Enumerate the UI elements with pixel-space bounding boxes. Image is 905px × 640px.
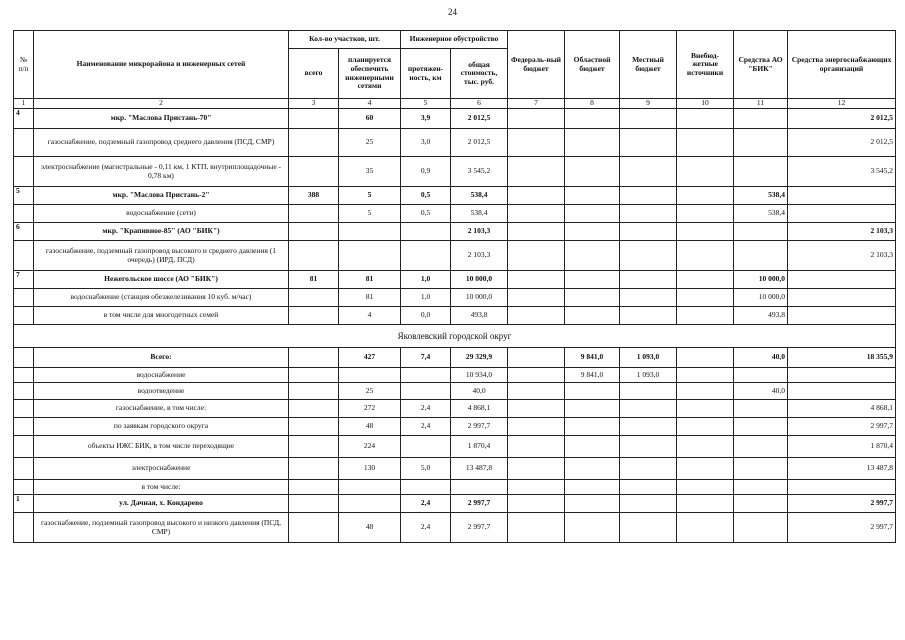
cell-planned: 224	[339, 436, 401, 458]
cell-name: объекты ИЖС БИК, в том числе переходящие	[34, 436, 289, 458]
cell-name: мкр. "Маслова Пристань-70"	[34, 109, 289, 129]
column-index-cell: 9	[620, 99, 677, 109]
cell-bik: 538,4	[734, 205, 788, 223]
cell-planned: 25	[339, 383, 401, 400]
table-row	[14, 418, 896, 436]
cell-local	[620, 458, 677, 480]
cell-num: 5	[14, 187, 34, 205]
cell-local: 1 093,0	[620, 348, 677, 368]
cell-num	[14, 368, 34, 383]
cell-length	[401, 241, 451, 271]
cell-planned: 4	[339, 307, 401, 325]
cell-planned: 81	[339, 289, 401, 307]
cell-num: 4	[14, 109, 34, 129]
cell-local: 1 093,0	[620, 368, 677, 383]
table-row	[14, 400, 896, 418]
cell-length: 2,4	[401, 495, 451, 513]
cell-num	[14, 348, 34, 368]
cell-planned: 5	[339, 205, 401, 223]
header-extra: Внебюд-жетные источники	[677, 31, 734, 99]
cell-length: 2,4	[401, 418, 451, 436]
cell-energy	[788, 271, 896, 289]
cell-federal	[508, 400, 565, 418]
cell-length: 3,9	[401, 109, 451, 129]
cell-total	[289, 418, 339, 436]
cell-total	[289, 383, 339, 400]
cell-federal	[508, 480, 565, 495]
cell-name: электроснабжение	[34, 458, 289, 480]
cell-name: Нежегольское шоссе (АО "БИК")	[34, 271, 289, 289]
cell-bik: 538,4	[734, 187, 788, 205]
cell-regional	[565, 187, 620, 205]
cell-cost: 2 012,5	[451, 109, 508, 129]
cell-length	[401, 436, 451, 458]
cell-name: водоснабжение	[34, 368, 289, 383]
cell-bik: 40,0	[734, 348, 788, 368]
cell-cost: 4 868,1	[451, 400, 508, 418]
cell-length	[401, 383, 451, 400]
table-row	[14, 187, 896, 205]
column-index-row	[14, 99, 896, 109]
cell-regional	[565, 307, 620, 325]
cell-regional	[565, 436, 620, 458]
cell-local	[620, 205, 677, 223]
column-index-cell: 10	[677, 99, 734, 109]
cell-total: 81	[289, 271, 339, 289]
cell-name: электроснабжение (магистральные - 0,11 км, 1 КТП, внутриплощадочные - 0,78 км)	[34, 157, 289, 187]
cell-energy	[788, 307, 896, 325]
cell-cost: 3 545,2	[451, 157, 508, 187]
cell-energy: 2 103,3	[788, 223, 896, 241]
cell-regional	[565, 271, 620, 289]
cell-federal	[508, 368, 565, 383]
cell-bik	[734, 157, 788, 187]
column-index-cell: 8	[565, 99, 620, 109]
cell-total	[289, 400, 339, 418]
cell-cost: 538,4	[451, 187, 508, 205]
cell-total	[289, 480, 339, 495]
cell-energy: 1 870,4	[788, 436, 896, 458]
cell-total	[289, 348, 339, 368]
column-index-cell: 2	[34, 99, 289, 109]
cell-cost: 10 934,0	[451, 368, 508, 383]
cell-federal	[508, 187, 565, 205]
cell-num	[14, 436, 34, 458]
cell-extra	[677, 495, 734, 513]
cell-local	[620, 495, 677, 513]
cell-regional	[565, 418, 620, 436]
table-row	[14, 480, 896, 495]
cell-energy	[788, 205, 896, 223]
column-index-cell: 5	[401, 99, 451, 109]
column-index-cell: 7	[508, 99, 565, 109]
cell-cost: 2 012,5	[451, 129, 508, 157]
cell-name: водоотведение	[34, 383, 289, 400]
cell-total	[289, 241, 339, 271]
cell-extra	[677, 458, 734, 480]
header-regional: Областной бюджет	[565, 31, 620, 99]
cell-local	[620, 187, 677, 205]
cell-local	[620, 157, 677, 187]
cell-local	[620, 289, 677, 307]
cell-bik	[734, 458, 788, 480]
cell-planned: 60	[339, 109, 401, 129]
cell-bik: 10 000,0	[734, 271, 788, 289]
cell-num	[14, 513, 34, 543]
cell-bik	[734, 480, 788, 495]
cell-energy: 2 997,7	[788, 495, 896, 513]
cell-energy: 2 012,5	[788, 109, 896, 129]
cell-name: водоснабжение (сети)	[34, 205, 289, 223]
cell-federal	[508, 458, 565, 480]
table-row	[14, 513, 896, 543]
cell-bik	[734, 109, 788, 129]
cell-total	[289, 436, 339, 458]
cell-local	[620, 241, 677, 271]
cell-planned: 427	[339, 348, 401, 368]
column-index-cell: 6	[451, 99, 508, 109]
column-index-cell: 11	[734, 99, 788, 109]
cell-name: водоснабжение (станция обезжелезивания 10 куб. м/час)	[34, 289, 289, 307]
cell-bik: 10 000,0	[734, 289, 788, 307]
table-row	[14, 129, 896, 157]
cell-federal	[508, 109, 565, 129]
cell-regional	[565, 480, 620, 495]
cell-federal	[508, 418, 565, 436]
cell-local	[620, 109, 677, 129]
cell-name: в том числе:	[34, 480, 289, 495]
cell-energy: 18 355,9	[788, 348, 896, 368]
header-plots-planned: планируется обеспечить инженерными сетями	[339, 49, 401, 99]
cell-federal	[508, 289, 565, 307]
cell-cost: 10 000,0	[451, 289, 508, 307]
cell-total	[289, 307, 339, 325]
cell-regional	[565, 223, 620, 241]
cell-extra	[677, 513, 734, 543]
cell-bik: 40,0	[734, 383, 788, 400]
header-bik: Средства АО "БИК"	[734, 31, 788, 99]
cell-name: газоснабжение, подземный газопровод высокого и низкого давления (ПСД, СМР)	[34, 513, 289, 543]
cell-total	[289, 495, 339, 513]
cell-length: 1,0	[401, 289, 451, 307]
cell-length: 5,0	[401, 458, 451, 480]
cell-local	[620, 418, 677, 436]
cell-cost: 1 870,4	[451, 436, 508, 458]
cell-federal	[508, 383, 565, 400]
cell-num	[14, 383, 34, 400]
cell-name: мкр. "Маслова Пристань-2"	[34, 187, 289, 205]
column-index-cell: 4	[339, 99, 401, 109]
cell-length: 0,5	[401, 187, 451, 205]
cell-planned: 5	[339, 187, 401, 205]
cell-extra	[677, 480, 734, 495]
cell-total	[289, 368, 339, 383]
cell-energy: 2 012,5	[788, 129, 896, 157]
cell-federal	[508, 157, 565, 187]
table-row	[14, 241, 896, 271]
header-name: Наименование микрорайона и инженерных сетей	[34, 31, 289, 99]
cell-num	[14, 307, 34, 325]
table-row	[14, 495, 896, 513]
table-row	[14, 289, 896, 307]
cell-cost: 13 487,8	[451, 458, 508, 480]
cell-extra	[677, 383, 734, 400]
header-engineering-group: Инженерное обустройство	[401, 31, 508, 49]
cell-name: по заявкам городского округа	[34, 418, 289, 436]
cell-energy: 2 997,7	[788, 513, 896, 543]
header-plots-group: Кол-во участков, шт.	[289, 31, 401, 49]
table-row	[14, 109, 896, 129]
cell-energy	[788, 187, 896, 205]
cell-energy: 4 868,1	[788, 400, 896, 418]
cell-planned: 48	[339, 418, 401, 436]
cell-bik	[734, 223, 788, 241]
header-length: протяжен-ность, км	[401, 49, 451, 99]
cell-regional	[565, 205, 620, 223]
cell-planned: 48	[339, 513, 401, 543]
cell-extra	[677, 223, 734, 241]
cell-local	[620, 436, 677, 458]
cell-energy: 13 487,8	[788, 458, 896, 480]
cell-num	[14, 458, 34, 480]
cell-cost: 40,0	[451, 383, 508, 400]
cell-length: 2,4	[401, 513, 451, 543]
cell-num: 6	[14, 223, 34, 241]
cell-federal	[508, 495, 565, 513]
cell-local	[620, 271, 677, 289]
cell-cost: 2 997,7	[451, 418, 508, 436]
cell-bik	[734, 495, 788, 513]
header-local: Местный бюджет	[620, 31, 677, 99]
cell-bik: 493,8	[734, 307, 788, 325]
table-row	[14, 458, 896, 480]
section-title: Яковлевский городской округ	[14, 325, 896, 348]
cell-planned: 25	[339, 129, 401, 157]
cell-federal	[508, 436, 565, 458]
header-federal: Федераль-ный бюджет	[508, 31, 565, 99]
cell-federal	[508, 129, 565, 157]
cell-extra	[677, 129, 734, 157]
cell-federal	[508, 223, 565, 241]
cell-extra	[677, 187, 734, 205]
cell-cost: 2 103,3	[451, 223, 508, 241]
cell-num: 1	[14, 495, 34, 513]
table-row	[14, 307, 896, 325]
cell-name: мкр. "Крапивное-85" (АО "БИК")	[34, 223, 289, 241]
cell-planned	[339, 495, 401, 513]
section-row	[14, 325, 896, 348]
cell-length	[401, 223, 451, 241]
cell-length: 0,9	[401, 157, 451, 187]
cell-total	[289, 129, 339, 157]
cell-cost: 10 000,0	[451, 271, 508, 289]
cell-planned	[339, 241, 401, 271]
cell-energy: 2 103,3	[788, 241, 896, 271]
cell-extra	[677, 368, 734, 383]
cell-energy	[788, 289, 896, 307]
cell-name: газоснабжение, подземный газопровод среднего давления (ПСД, СМР)	[34, 129, 289, 157]
cell-num	[14, 418, 34, 436]
cell-num	[14, 400, 34, 418]
cell-bik	[734, 129, 788, 157]
cell-total	[289, 289, 339, 307]
cell-regional	[565, 513, 620, 543]
cell-extra	[677, 307, 734, 325]
cell-extra	[677, 436, 734, 458]
cell-length: 7,4	[401, 348, 451, 368]
cell-local	[620, 400, 677, 418]
header-cost: общая стоимость, тыс. руб.	[451, 49, 508, 99]
cell-regional	[565, 241, 620, 271]
cell-cost: 2 997,7	[451, 495, 508, 513]
cell-bik	[734, 418, 788, 436]
cell-federal	[508, 307, 565, 325]
cell-num	[14, 480, 34, 495]
column-index-cell: 1	[14, 99, 34, 109]
table-row	[14, 157, 896, 187]
cell-regional	[565, 400, 620, 418]
cell-energy: 2 997,7	[788, 418, 896, 436]
page-number: 24	[448, 7, 457, 17]
table-row	[14, 348, 896, 368]
table-row	[14, 205, 896, 223]
cell-bik	[734, 241, 788, 271]
cell-length	[401, 480, 451, 495]
cell-federal	[508, 205, 565, 223]
cell-total	[289, 205, 339, 223]
cell-extra	[677, 289, 734, 307]
cell-bik	[734, 400, 788, 418]
cell-length: 0,0	[401, 307, 451, 325]
cell-extra	[677, 271, 734, 289]
cell-name: Всего:	[34, 348, 289, 368]
cell-length: 0,5	[401, 205, 451, 223]
cell-bik	[734, 513, 788, 543]
cell-regional	[565, 109, 620, 129]
cell-planned	[339, 480, 401, 495]
cell-regional	[565, 289, 620, 307]
header-num: № п/п	[14, 31, 34, 99]
cell-length: 2,4	[401, 400, 451, 418]
cell-extra	[677, 109, 734, 129]
cell-total	[289, 109, 339, 129]
header-energy: Средства энергоснабжающих организаций	[788, 31, 896, 99]
cell-energy: 3 545,2	[788, 157, 896, 187]
column-index-cell: 3	[289, 99, 339, 109]
cell-planned: 130	[339, 458, 401, 480]
cell-local	[620, 480, 677, 495]
cell-local	[620, 383, 677, 400]
cell-federal	[508, 348, 565, 368]
cell-regional: 9 841,0	[565, 348, 620, 368]
table-row	[14, 383, 896, 400]
cell-local	[620, 223, 677, 241]
cell-energy	[788, 383, 896, 400]
table-row	[14, 368, 896, 383]
cell-planned: 35	[339, 157, 401, 187]
cell-total	[289, 513, 339, 543]
cell-planned: 272	[339, 400, 401, 418]
cell-energy	[788, 480, 896, 495]
cell-planned	[339, 368, 401, 383]
table-row	[14, 223, 896, 241]
cell-extra	[677, 157, 734, 187]
cell-extra	[677, 205, 734, 223]
cell-bik	[734, 368, 788, 383]
cell-local	[620, 129, 677, 157]
cell-name: газоснабжение, в том числе:	[34, 400, 289, 418]
cell-cost: 538,4	[451, 205, 508, 223]
cell-planned: 81	[339, 271, 401, 289]
header-plots-total: всего	[289, 49, 339, 99]
cell-extra	[677, 418, 734, 436]
cell-cost	[451, 480, 508, 495]
cell-cost: 2 103,3	[451, 241, 508, 271]
cell-federal	[508, 241, 565, 271]
cell-length: 3,0	[401, 129, 451, 157]
cell-regional	[565, 157, 620, 187]
table-row	[14, 271, 896, 289]
column-index-cell: 12	[788, 99, 896, 109]
cell-regional: 9 841,0	[565, 368, 620, 383]
cell-energy	[788, 368, 896, 383]
cell-cost: 29 329,9	[451, 348, 508, 368]
cell-name: в том числе для многодетных семей	[34, 307, 289, 325]
cell-federal	[508, 513, 565, 543]
cell-num	[14, 205, 34, 223]
cell-extra	[677, 400, 734, 418]
cell-regional	[565, 495, 620, 513]
cell-total	[289, 157, 339, 187]
cell-num	[14, 241, 34, 271]
cell-extra	[677, 241, 734, 271]
cell-num	[14, 157, 34, 187]
cell-num	[14, 289, 34, 307]
cell-bik	[734, 436, 788, 458]
cell-cost: 493,8	[451, 307, 508, 325]
cell-length	[401, 368, 451, 383]
cell-regional	[565, 383, 620, 400]
cell-num	[14, 129, 34, 157]
cell-name: ул. Дачная, х. Кондарево	[34, 495, 289, 513]
cell-regional	[565, 129, 620, 157]
cell-length: 1,0	[401, 271, 451, 289]
cell-total: 388	[289, 187, 339, 205]
table-row	[14, 436, 896, 458]
cell-num: 7	[14, 271, 34, 289]
cell-extra	[677, 348, 734, 368]
cell-local	[620, 513, 677, 543]
cell-planned	[339, 223, 401, 241]
cell-total	[289, 458, 339, 480]
cell-federal	[508, 271, 565, 289]
cell-total	[289, 223, 339, 241]
cell-local	[620, 307, 677, 325]
cell-regional	[565, 458, 620, 480]
cell-cost: 2 997,7	[451, 513, 508, 543]
funding-table	[13, 30, 896, 543]
cell-name: газоснабжение, подземный газопровод высокого и среднего давления (1 очередь) (ИРД, ПСД)	[34, 241, 289, 271]
